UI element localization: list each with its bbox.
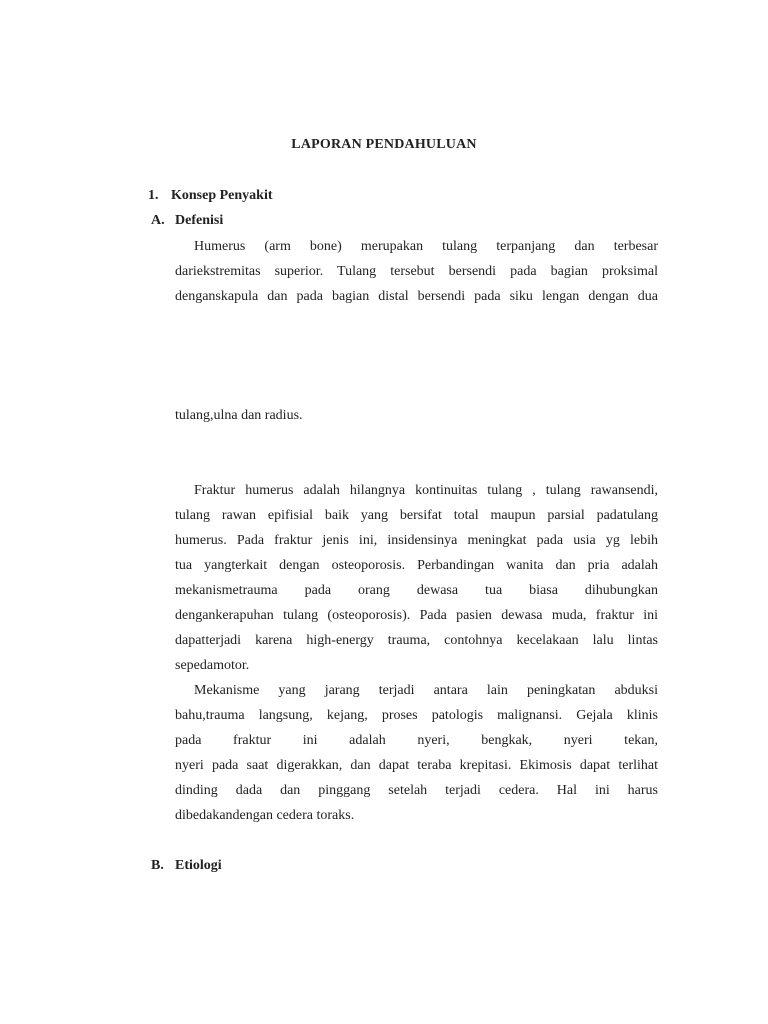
section-heading-konsep-penyakit [148,188,273,204]
subsection-number: A. [151,213,165,228]
paragraph-line: dengankerapuhan tulang (osteoporosis). Pada pasien dewasa muda, fraktur ini [175,608,658,623]
paragraph-line: pada fraktur ini adalah nyeri, bengkak, nyeri tekan, [175,733,658,748]
subsection-heading-defenisi [151,213,223,229]
subsection-label: Defenisi [175,213,224,228]
paragraph-mechanism [175,678,658,828]
paragraph-line: Fraktur humerus adalah hilangnya kontinuitas tulang , tulang rawansendi, [194,483,658,498]
paragraph-line: dariekstremitas superior. Tulang tersebut bersendi pada bagian proksimal [175,264,658,279]
section-label: Konsep Penyakit [171,188,273,203]
paragraph-line: tulang,ulna dan radius. [175,408,303,423]
paragraph-line: nyeri pada saat digerakkan, dan dapat teraba krepitasi. Ekimosis dapat terlihat [175,758,658,773]
paragraph-line: humerus. Pada fraktur jenis ini, insidensinya meningkat pada usia yg lebih [175,533,658,548]
paragraph-line: dibedakandengan cedera toraks. [175,808,355,823]
document-title: LAPORAN PENDAHULUAN [291,137,477,152]
paragraph-line: dapatterjadi karena high-energy trauma, contohnya kecelakaan lalu lintas [175,633,658,648]
paragraph-line: Humerus (arm bone) merupakan tulang terpanjang dan terbesar [194,239,658,254]
paragraph-line: bahu,trauma langsung, kejang, proses patologis malignansi. Gejala klinis [175,708,658,723]
paragraph-fracture [175,478,658,678]
paragraph-line: mekanismetrauma pada orang dewasa tua biasa dihubungkan [175,583,658,598]
subsection-label: Etiologi [175,858,222,873]
paragraph-definition-continued [175,403,658,428]
paragraph-line: sepedamotor. [175,658,250,673]
subsection-number: B. [151,858,164,873]
paragraph-line: Mekanisme yang jarang terjadi antara lain peningkatan abduksi [194,683,658,698]
paragraph-definition [175,234,658,309]
paragraph-line: tua yangterkait dengan osteoporosis. Perbandingan wanita dan pria adalah [175,558,658,573]
subsection-heading-etiologi [151,858,222,874]
paragraph-line: denganskapula dan pada bagian distal bersendi pada siku lengan dengan dua [175,289,658,304]
paragraph-line: dinding dada dan pinggang setelah terjadi cedera. Hal ini harus [175,783,658,798]
section-number: 1. [148,188,159,203]
paragraph-line: tulang rawan epifisial baik yang bersifat total maupun parsial padatulang [175,508,658,523]
